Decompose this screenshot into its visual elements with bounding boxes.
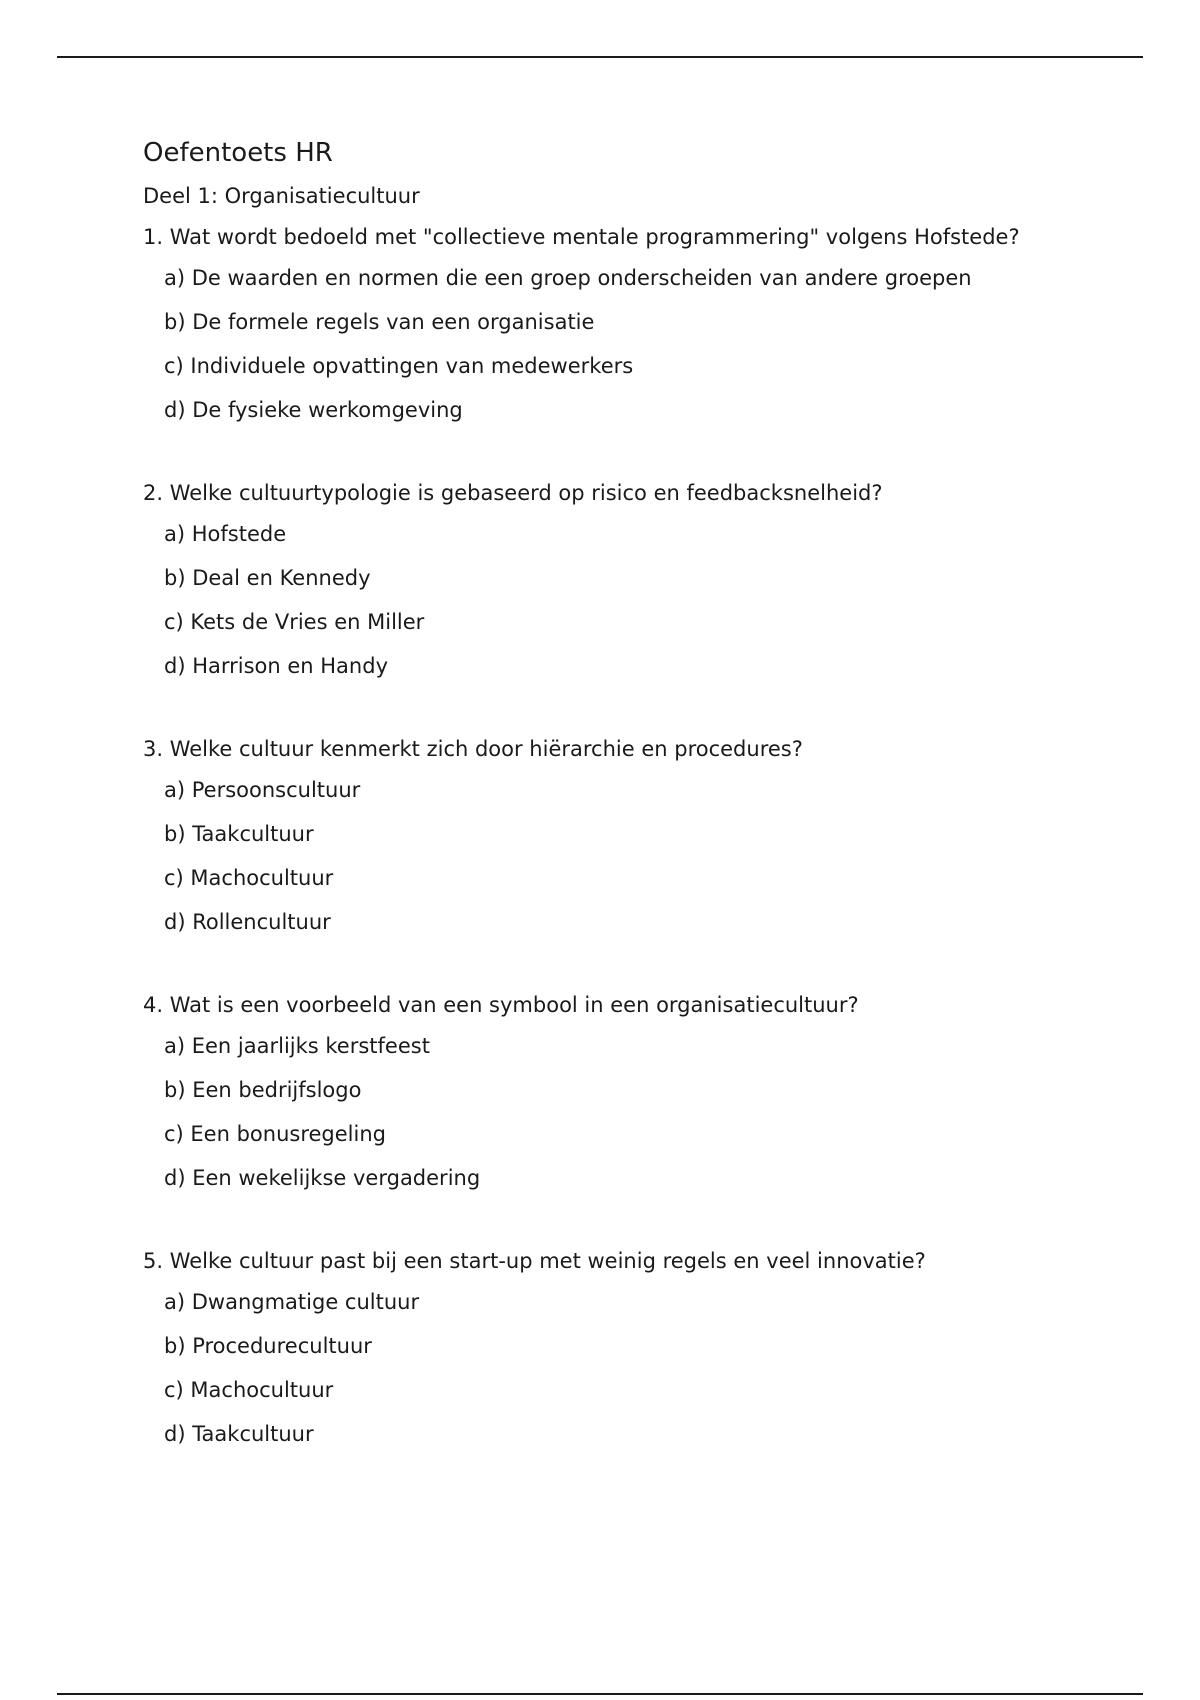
answer-option-c: c) Een bonusregeling [164, 1122, 386, 1147]
question-3 [143, 735, 1063, 936]
answer-option-d: d) Een wekelijkse vergadering [164, 1166, 481, 1191]
bottom-divider [57, 1693, 1143, 1695]
answer-option-c: c) Machocultuur [164, 1378, 334, 1403]
answer-option-c: c) Machocultuur [164, 866, 334, 891]
question-2 [143, 479, 1063, 680]
question-text: 3. Welke cultuur kenmerkt zich door hiërarchie en procedures? [143, 737, 803, 762]
answer-options [143, 1032, 1063, 1192]
answer-option-d: d) De fysieke werkomgeving [164, 398, 463, 423]
question-text: 2. Welke cultuurtypologie is gebaseerd op risico en feedbacksnelheid? [143, 481, 883, 506]
question-1 [143, 223, 1063, 424]
answer-option-b: b) Taakcultuur [164, 822, 314, 847]
answer-option-a: a) Persoonscultuur [164, 778, 361, 803]
answer-option-a: a) Een jaarlijks kerstfeest [164, 1034, 430, 1059]
answer-option-a: a) Hofstede [164, 522, 287, 547]
section-title: Deel 1: Organisatiecultuur [143, 184, 420, 209]
question-4 [143, 991, 1063, 1192]
answer-option-b: b) Procedurecultuur [164, 1334, 372, 1359]
answer-option-b: b) Deal en Kennedy [164, 566, 371, 591]
answer-option-d: d) Taakcultuur [164, 1422, 314, 1447]
document-body [143, 138, 1063, 1503]
answer-option-a: a) De waarden en normen die een groep onderscheiden van andere groepen [164, 266, 972, 291]
answer-option-a: a) Dwangmatige cultuur [164, 1290, 420, 1315]
answer-option-c: c) Kets de Vries en Miller [164, 610, 425, 635]
answer-option-b: b) Een bedrijfslogo [164, 1078, 362, 1103]
answer-options [143, 520, 1063, 680]
question-text: 4. Wat is een voorbeeld van een symbool in een organisatiecultuur? [143, 993, 859, 1018]
answer-option-c: c) Individuele opvattingen van medewerkers [164, 354, 634, 379]
answer-options [143, 776, 1063, 936]
document-title: Oefentoets HR [143, 138, 333, 168]
question-text: 1. Wat wordt bedoeld met "collectieve mentale programmering" volgens Hofstede? [143, 225, 1020, 250]
answer-options [143, 264, 1063, 424]
question-text: 5. Welke cultuur past bij een start-up met weinig regels en veel innovatie? [143, 1249, 926, 1274]
answer-option-b: b) De formele regels van een organisatie [164, 310, 595, 335]
answer-options [143, 1288, 1063, 1448]
question-5 [143, 1247, 1063, 1448]
answer-option-d: d) Harrison en Handy [164, 654, 388, 679]
top-divider [57, 56, 1143, 58]
answer-option-d: d) Rollencultuur [164, 910, 331, 935]
